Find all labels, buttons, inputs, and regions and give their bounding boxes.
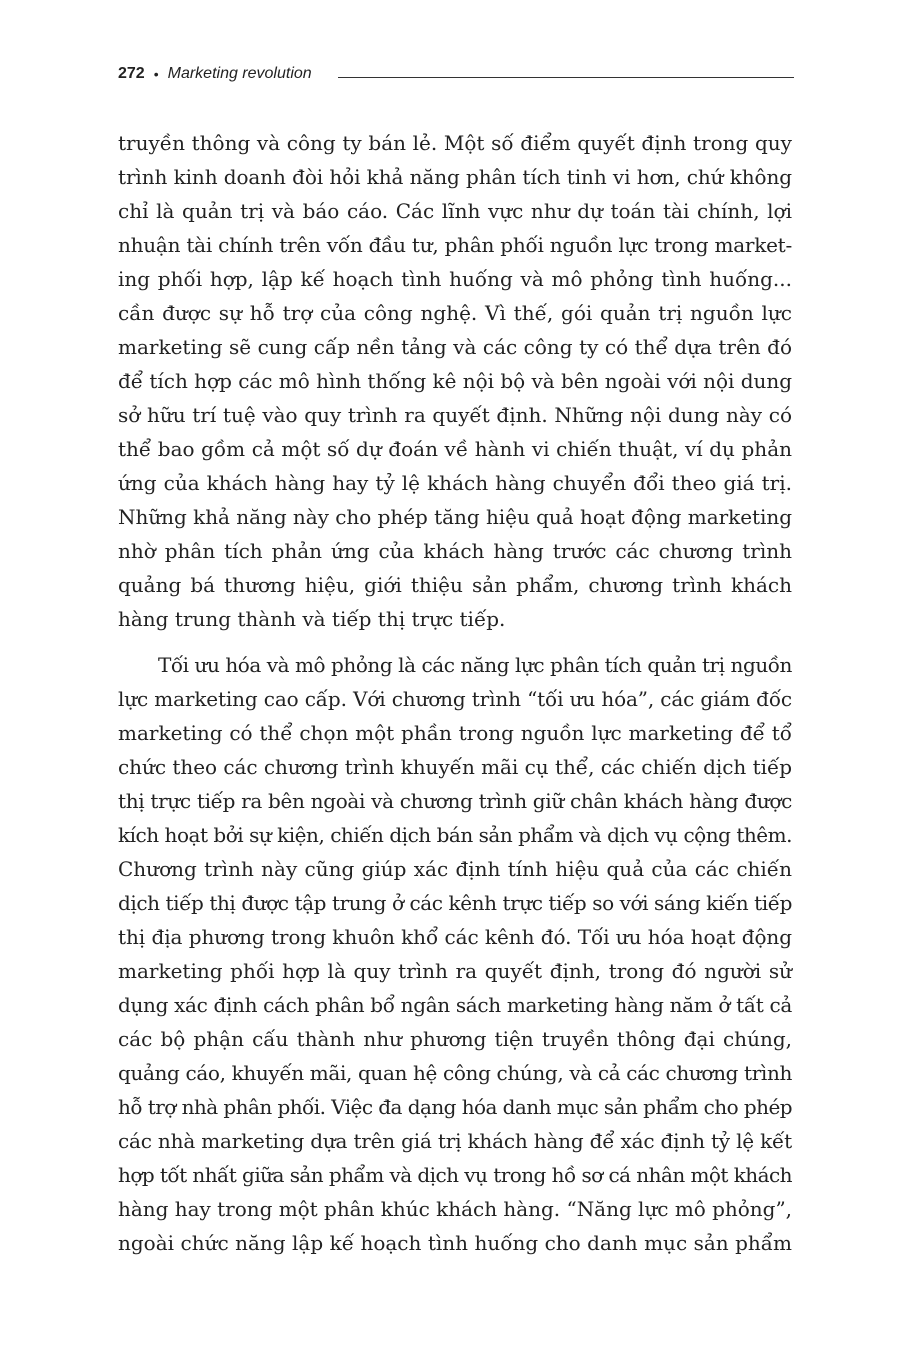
text-line: hợp tốt nhất giữa sản phẩm và dịch vụ trong hồ sơ cá nhân một khách (118, 1163, 792, 1187)
text-line: marketing có thể chọn một phần trong nguồn lực marketing để tổ (118, 721, 792, 745)
text-line: hỗ trợ nhà phân phối. Việc đa dạng hóa danh mục sản phẩm cho phép (118, 1095, 792, 1119)
header-separator: • (153, 66, 159, 82)
body-text (118, 126, 792, 1260)
text-line: các bộ phận cấu thành như phương tiện truyền thông đại chúng, (118, 1027, 792, 1051)
paragraph-1 (118, 126, 792, 636)
text-line: Tối ưu hóa và mô phỏng là các năng lực phân tích quản trị nguồn (158, 653, 792, 677)
text-line: Chương trình này cũng giúp xác định tính hiệu quả của các chiến (118, 857, 792, 881)
page-number: 272 (118, 65, 145, 82)
text-line: dịch tiếp thị được tập trung ở các kênh trực tiếp so với sáng kiến tiếp (118, 891, 792, 915)
text-line: hàng trung thành và tiếp thị trực tiếp. (118, 607, 506, 631)
text-line: sở hữu trí tuệ vào quy trình ra quyết định. Những nội dung này có (118, 403, 792, 427)
text-line: trình kinh doanh đòi hỏi khả năng phân tích tinh vi hơn, chứ không (118, 165, 793, 189)
text-line: để tích hợp các mô hình thống kê nội bộ và bên ngoài với nội dung (118, 369, 792, 393)
text-line: truyền thông và công ty bán lẻ. Một số điểm quyết định trong quy (118, 131, 792, 155)
text-line: nhuận tài chính trên vốn đầu tư, phân phối nguồn lực trong market- (118, 233, 793, 257)
paragraph-2 (118, 648, 792, 1260)
text-line: thị địa phương trong khuôn khổ các kênh đó. Tối ưu hóa hoạt động (118, 925, 792, 949)
text-line: thị trực tiếp ra bên ngoài và chương trình giữ chân khách hàng được (118, 789, 792, 813)
text-line: ngoài chức năng lập kế hoạch tình huống cho danh mục sản phẩm (118, 1231, 792, 1255)
page-header (118, 62, 794, 86)
text-line: quảng cáo, khuyến mãi, quan hệ công chúng, và cả các chương trình (118, 1061, 792, 1085)
text-line: các nhà marketing dựa trên giá trị khách hàng để xác định tỷ lệ kết (118, 1129, 792, 1153)
text-line: cần được sự hỗ trợ của công nghệ. Vì thế, gói quản trị nguồn lực (118, 301, 792, 325)
text-line: lực marketing cao cấp. Với chương trình “tối ưu hóa”, các giám đốc (118, 687, 792, 711)
text-line: Những khả năng này cho phép tăng hiệu quả hoạt động marketing (118, 505, 793, 529)
text-line: kích hoạt bởi sự kiện, chiến dịch bán sản phẩm và dịch vụ cộng thêm. (118, 823, 792, 847)
text-line: nhờ phân tích phản ứng của khách hàng trước các chương trình (118, 539, 792, 563)
text-line: thể bao gồm cả một số dự đoán về hành vi chiến thuật, ví dụ phản (118, 437, 792, 461)
running-title: Marketing revolution (167, 65, 312, 82)
text-line: marketing sẽ cung cấp nền tảng và các công ty có thể dựa trên đó (118, 335, 792, 359)
text-line: chỉ là quản trị và báo cáo. Các lĩnh vực như dự toán tài chính, lợi (118, 199, 792, 223)
header-rule (338, 77, 794, 78)
text-line: ing phối hợp, lập kế hoạch tình huống và mô phỏng tình huống... (118, 267, 792, 291)
text-line: marketing phối hợp là quy trình ra quyết định, trong đó người sử (118, 959, 792, 983)
text-line: dụng xác định cách phân bổ ngân sách marketing hàng năm ở tất cả (118, 993, 792, 1017)
text-line: chức theo các chương trình khuyến mãi cụ thể, các chiến dịch tiếp (118, 755, 792, 779)
text-line: ứng của khách hàng hay tỷ lệ khách hàng chuyển đổi theo giá trị. (118, 471, 792, 495)
text-line: hàng hay trong một phân khúc khách hàng. “Năng lực mô phỏng”, (118, 1197, 792, 1221)
text-line: quảng bá thương hiệu, giới thiệu sản phẩm, chương trình khách (118, 573, 792, 597)
